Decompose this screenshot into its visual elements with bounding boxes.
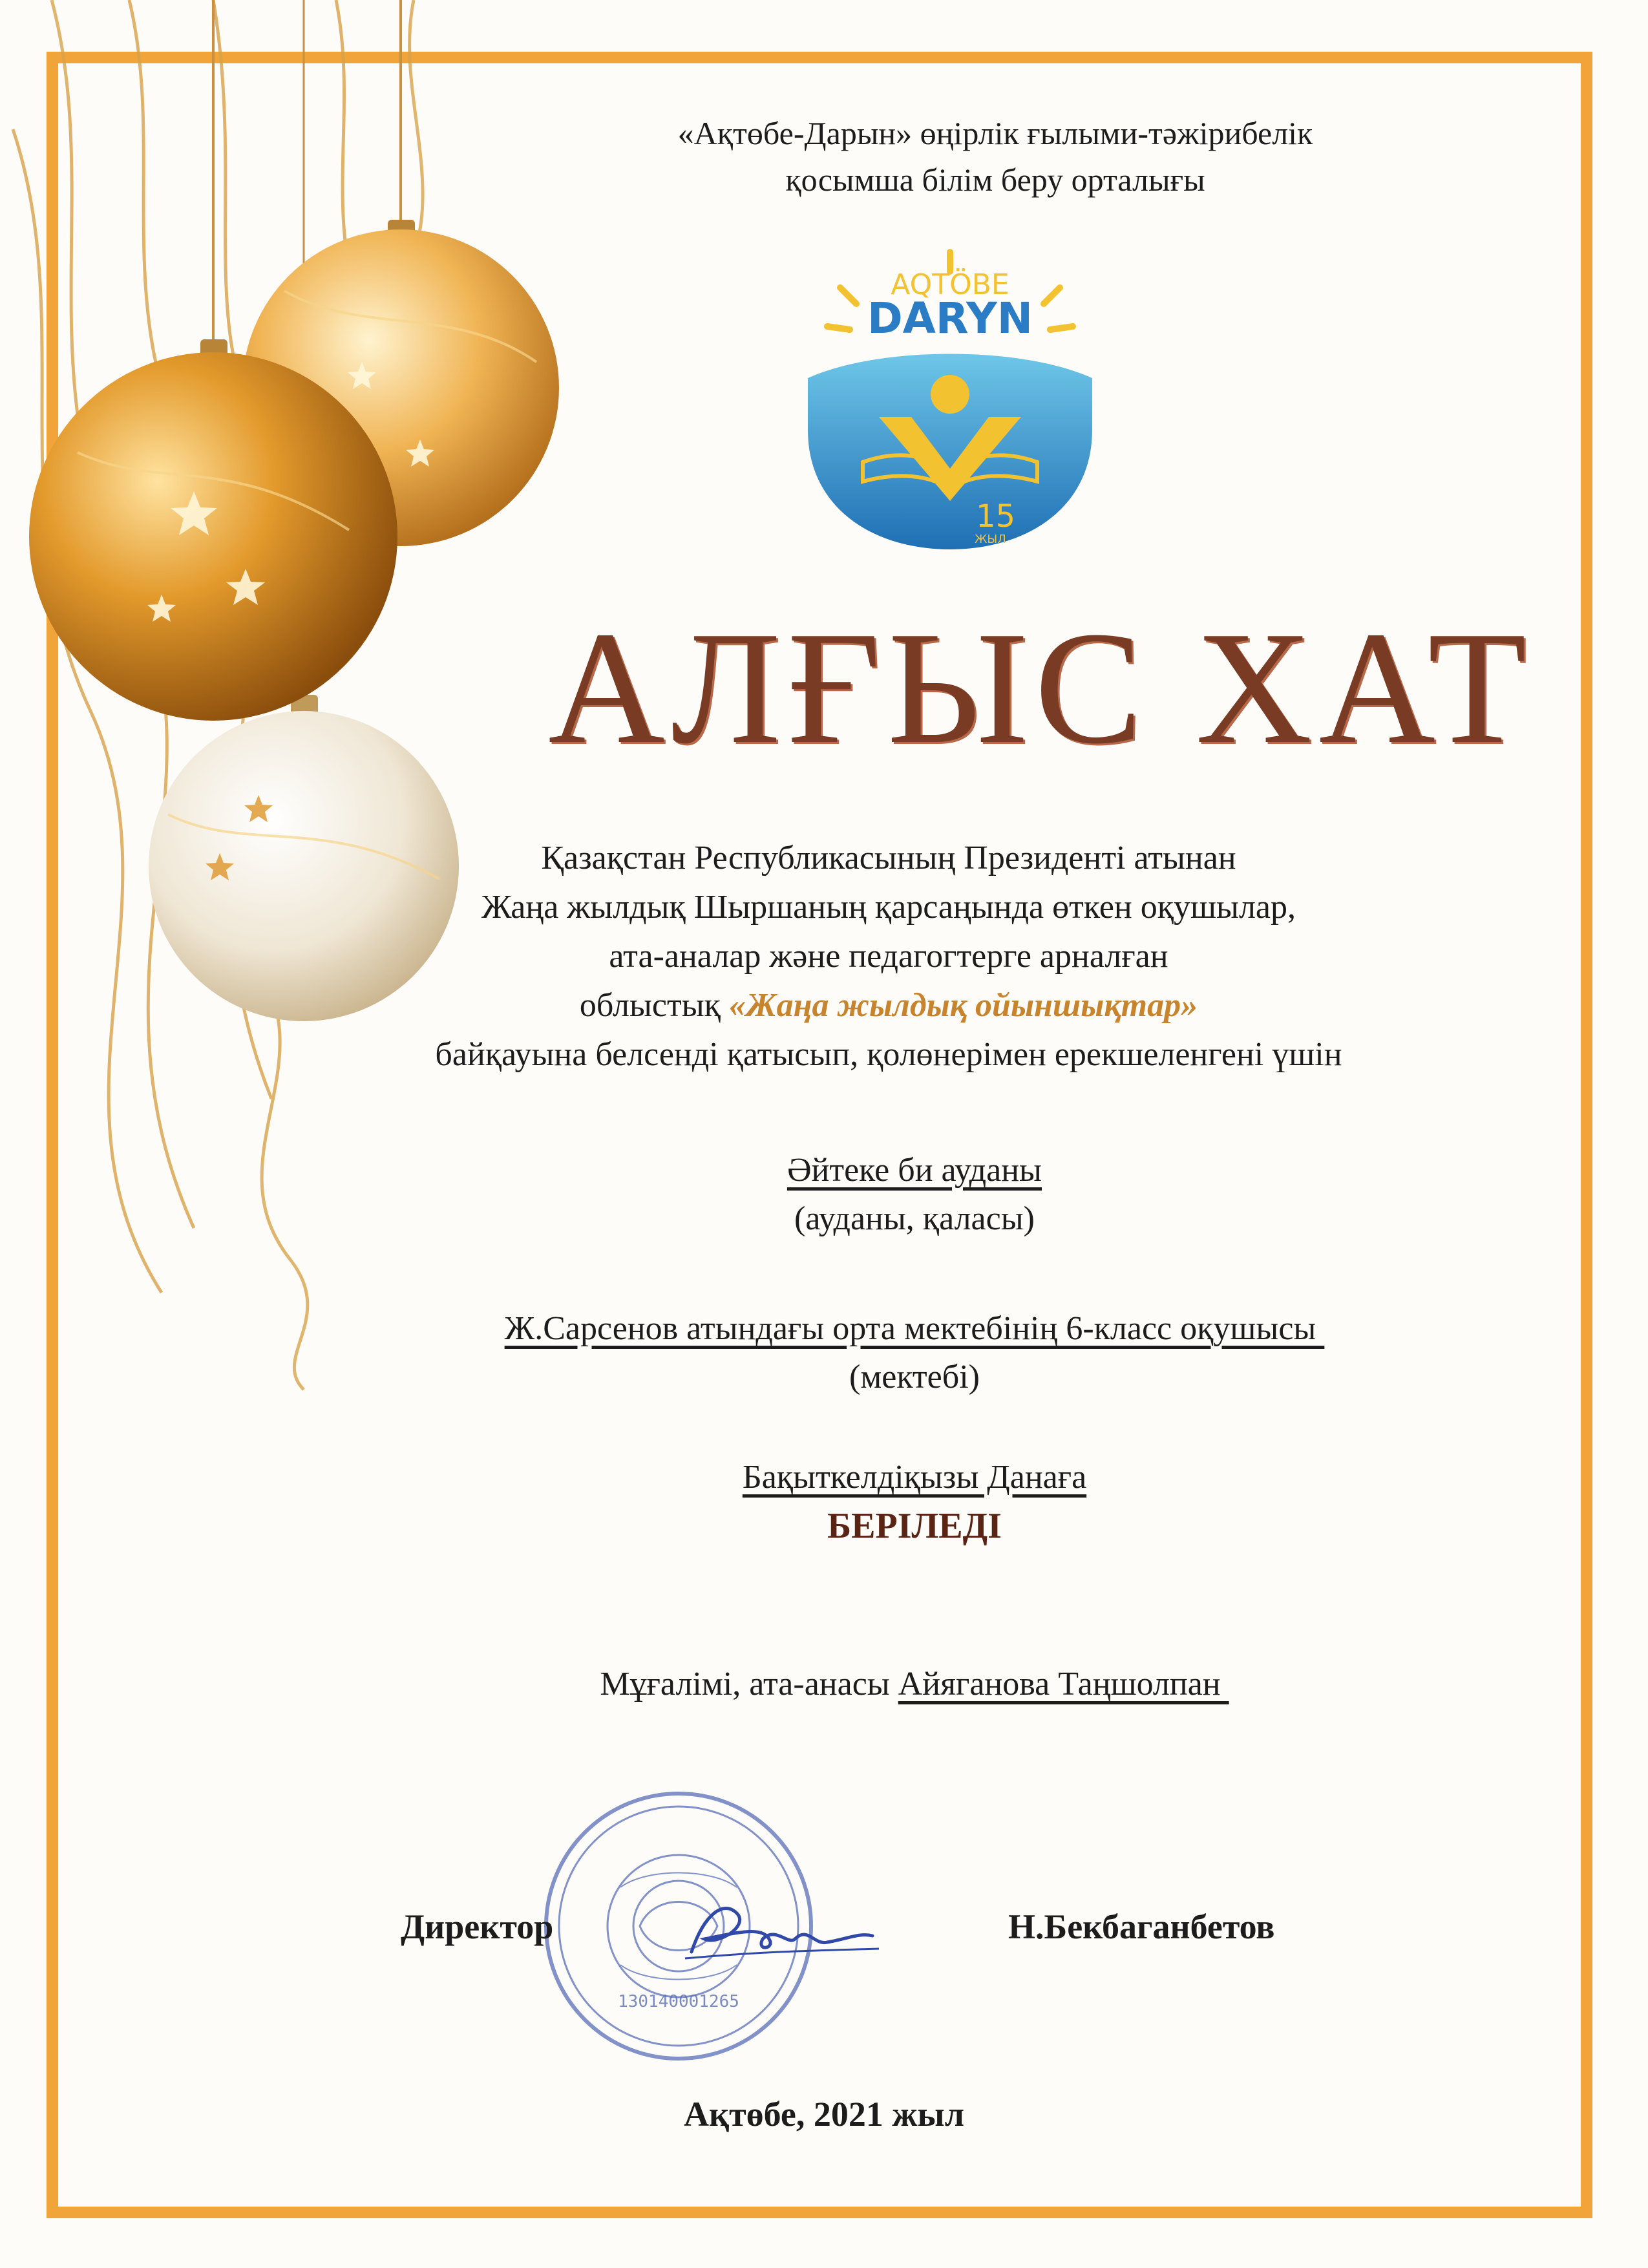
awarded-label: БЕРІЛЕДІ bbox=[827, 1506, 1002, 1546]
body-line-2: Жаңа жылдық Шыршаның қарсаңында өткен оқушылар, bbox=[481, 889, 1296, 926]
teacher-line bbox=[220, 1661, 1609, 1708]
organization-header bbox=[414, 110, 1577, 203]
school-caption: (мектебі) bbox=[849, 1359, 980, 1395]
org-line-1: «Ақтөбе-Дарын» өңірлік ғылыми-тәжірибелік bbox=[677, 115, 1313, 151]
logo-badge-sub: ЖЫЛ bbox=[975, 533, 1006, 546]
logo-top-text: AQTÖBE bbox=[891, 268, 1009, 301]
document-title: АЛҒЫС ХАТ bbox=[548, 599, 1533, 778]
body-line-4-prefix: облыстық bbox=[579, 987, 729, 1024]
recipient-name: Бақыткелдіқызы Данаға bbox=[742, 1459, 1087, 1496]
teacher-label: Мұғалімі, ата-анасы bbox=[600, 1666, 898, 1702]
body-line-5: байқауына белсенді қатысып, қолөнерімен ерекшеленгені үшін bbox=[435, 1036, 1342, 1073]
district-caption: (ауданы, қаласы) bbox=[794, 1200, 1035, 1237]
org-line-2: қосымша білім беру орталығы bbox=[785, 162, 1205, 198]
award-reason bbox=[194, 834, 1583, 1079]
body-line-3: ата-аналар және педагогтерге арналған bbox=[609, 938, 1168, 975]
aqtobe-daryn-logo bbox=[801, 249, 1099, 553]
director-label: Директор bbox=[401, 1907, 554, 1946]
contest-name: «Жаңа жылдық ойыншықтар» bbox=[728, 987, 1198, 1024]
stamp-number: 130140001265 bbox=[618, 1992, 739, 2011]
handwritten-signature bbox=[679, 1887, 885, 1971]
place-and-year: Ақтөбе, 2021 жыл bbox=[683, 2095, 964, 2134]
district-value: Әйтеке би ауданы bbox=[787, 1152, 1042, 1189]
school-value: Ж.Сарсенов атындағы орта мектебінің 6-класс оқушысы bbox=[504, 1310, 1325, 1347]
director-name: Н.Бекбаганбетов bbox=[1008, 1907, 1275, 1946]
body-line-4 bbox=[194, 981, 1583, 1030]
logo-main-text: DARYN bbox=[867, 293, 1033, 343]
teacher-name: Айяганова Таңшолпан bbox=[898, 1666, 1229, 1702]
body-line-1: Қазақстан Республикасының Президенті атынан bbox=[541, 840, 1236, 876]
logo-badge: 15 bbox=[976, 498, 1016, 535]
